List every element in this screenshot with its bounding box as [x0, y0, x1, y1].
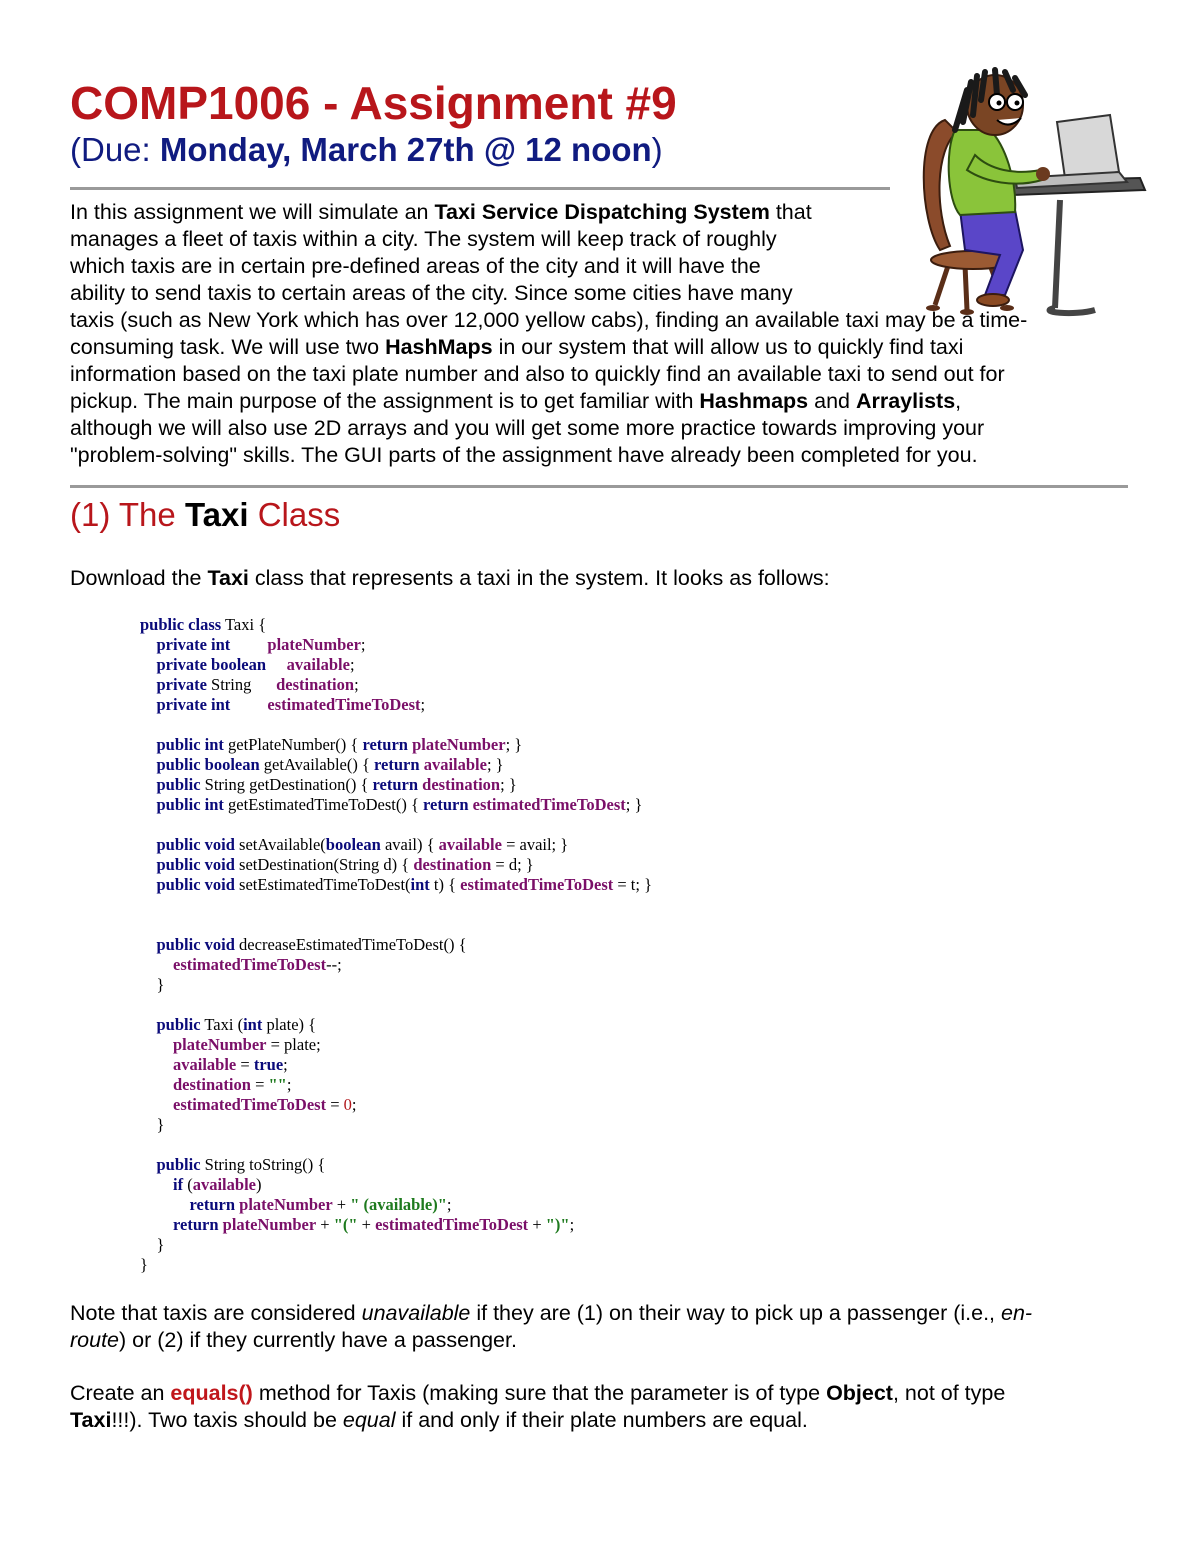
taxi-class-code: public class Taxi { private int plateNumber; private boolean available; private String destination; private int estimatedTimeToDest; public int getPlateNumber() { return plateNumber; } public boolean getAvailable() { return available; } public String getDestination() { return destination; } public int getEstimatedTimeToDest() { return estimatedTimeToDest; } public void setAvailable(boolean avail) { available = avail; } public void setDestination(String d) { destination = d; } public void setEstimatedTimeToDest(int t) { estimatedTimeToDest = t; } public void decreaseEstimatedTimeToDest() { estimatedTimeToDest--; } public Taxi (int plate) { plateNumber = plate; available = true; destination = ""; estimatedTimeToDest = 0; } public String toString() { if (available) return plateNumber + " (available)"; return plateNumber + "(" + estimatedTimeToDest + ")"; } }: [140, 615, 653, 1274]
intro-line-1: In this assignment we will simulate an Taxi Service Dispatching System that: [70, 200, 812, 224]
page-title: COMP1006 - Assignment #9: [70, 77, 677, 129]
section-divider: [70, 485, 1128, 488]
intro-line-4: ability to send taxis to certain areas of the city. Since some cities have many: [70, 281, 793, 305]
student-at-laptop-illustration: [905, 60, 1150, 325]
equals-method-name: equals(): [170, 1381, 253, 1405]
section-heading: (1) The Taxi Class: [70, 496, 341, 533]
intro-line-2: manages a fleet of taxis within a city. The system will keep track of roughly: [70, 227, 777, 251]
intro-line-3: which taxis are in certain pre-defined areas of the city and it will have the: [70, 254, 761, 278]
intro-line-7: information based on the taxi plate number and also to quickly find an available taxi to send out for: [70, 362, 1005, 386]
intro-line-9: although we will also use 2D arrays and you will get some more practice towards improving your: [70, 416, 985, 440]
note-unavailable-line-2: route) or (2) if they currently have a passenger.: [70, 1328, 517, 1352]
intro-line-5: taxis (such as New York which has over 12,000 yellow cabs), finding an available taxi may be a time-: [70, 308, 1028, 332]
header-divider: [70, 187, 890, 190]
due-date-line: (Due: Monday, March 27th @ 12 noon): [70, 131, 663, 168]
intro-line-8: pickup. The main purpose of the assignment is to get familiar with Hashmaps and Arraylists,: [70, 389, 962, 413]
note-unavailable-line-1: Note that taxis are considered unavailable if they are (1) on their way to pick up a passenger (i.e., en-: [70, 1301, 1033, 1325]
intro-line-6: consuming task. We will use two HashMaps in our system that will allow us to quickly find taxi: [70, 335, 964, 359]
equals-instruction-line-2: Taxi!!!). Two taxis should be equal if and only if their plate numbers are equal.: [70, 1408, 808, 1432]
intro-line-10: "problem-solving" skills. The GUI parts of the assignment have already been completed for you.: [70, 443, 978, 467]
equals-instruction-line-1: Create an equals() method for Taxis (making sure that the parameter is of type Object, not of type: [70, 1381, 1006, 1405]
download-instruction: Download the Taxi class that represents a taxi in the system. It looks as follows:: [70, 566, 830, 590]
due-date: Monday, March 27th @ 12 noon: [159, 131, 652, 168]
